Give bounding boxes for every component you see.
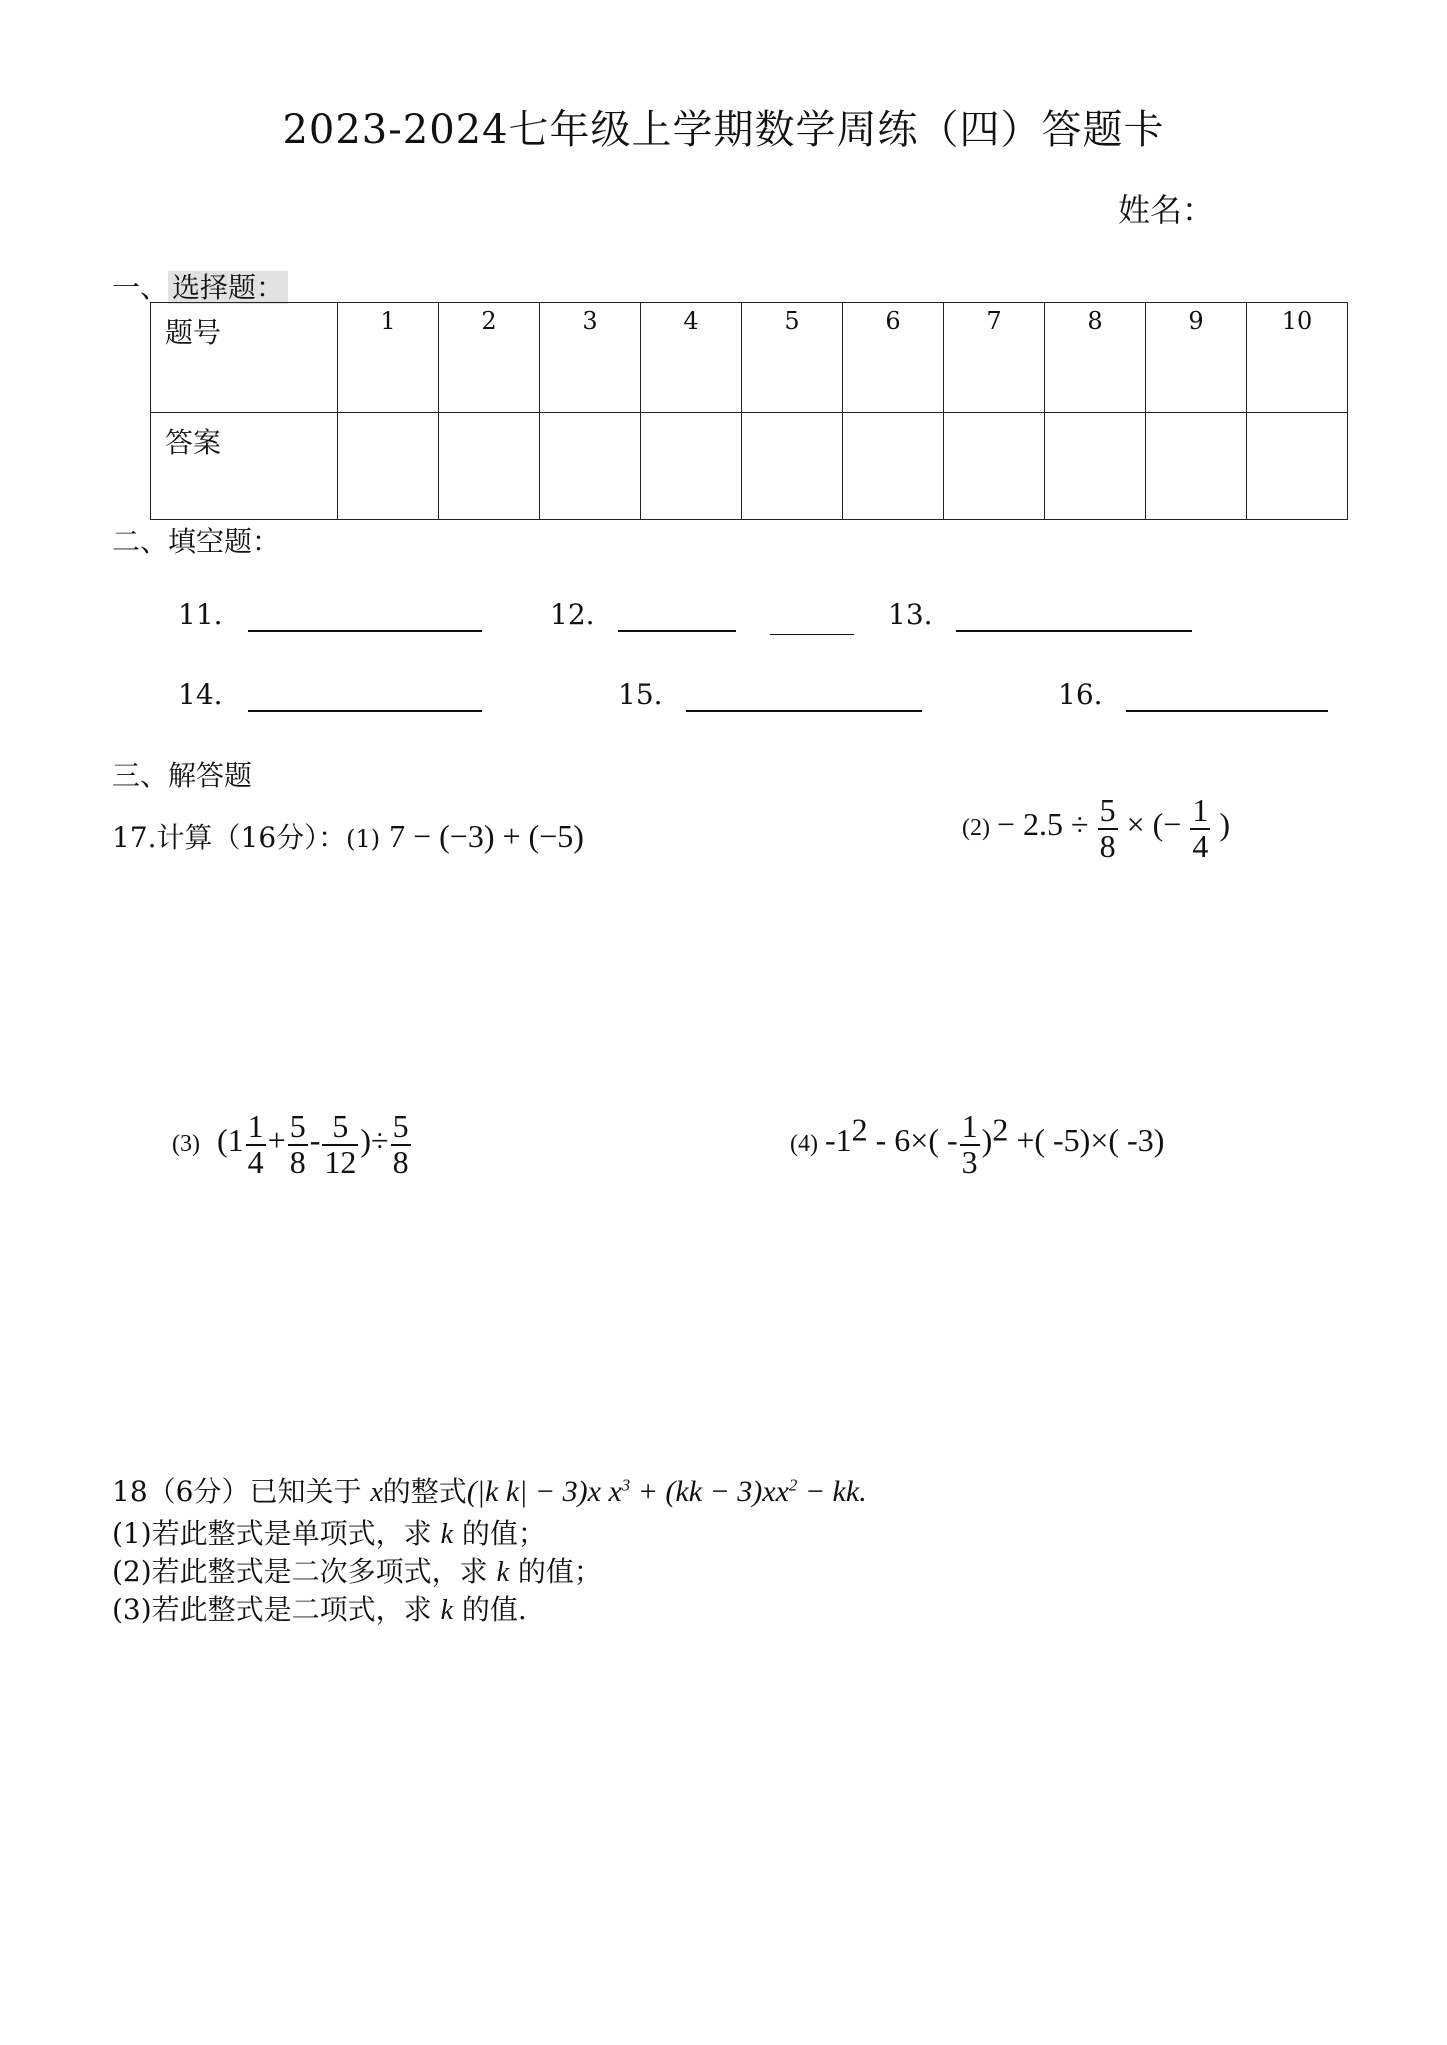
exponent: 2: [851, 1111, 868, 1148]
fraction: [246, 1110, 266, 1179]
fraction: [960, 1110, 980, 1179]
answer-cell[interactable]: [641, 413, 742, 520]
section-fill-blank: 二、填空题：: [112, 525, 281, 558]
q17-part1: [112, 816, 584, 856]
table-row-numbers: [151, 303, 1348, 413]
q17-intro: 17.计算（16分）：: [112, 821, 347, 854]
exponent: 3: [621, 1475, 631, 1495]
answer-line-12b[interactable]: [770, 634, 854, 635]
blank-label-14: 14.: [178, 678, 223, 711]
section-choice: [112, 266, 288, 306]
q18-expression-3: − kk.: [797, 1475, 867, 1508]
q18-var-x: x: [370, 1477, 383, 1508]
q18-sub1: [112, 1512, 546, 1552]
table-number-cell: 9: [1146, 303, 1247, 413]
numerator: 5: [322, 1110, 358, 1146]
answer-cell[interactable]: [742, 413, 843, 520]
q17-p4-pre: -1: [824, 1122, 852, 1159]
q18-sub2: [112, 1550, 602, 1590]
numerator: 5: [289, 1108, 306, 1144]
q18-intro: 18（6分）已知关于: [112, 1475, 362, 1508]
q17-p3-open: (1: [216, 1122, 244, 1159]
table-number-cell: 5: [742, 303, 843, 413]
table-header-answer: 答案: [151, 413, 338, 520]
answer-cell[interactable]: [1146, 413, 1247, 520]
q18-sub3: [112, 1588, 527, 1628]
denominator: 8: [392, 1143, 409, 1180]
section-choice-prefix: 一、: [112, 271, 169, 304]
answer-line-11[interactable]: [248, 630, 482, 632]
table-number-cell: 4: [641, 303, 742, 413]
q17-p4-close: ): [981, 1122, 993, 1159]
q17-p3-label: (3): [172, 1131, 200, 1158]
table-number-cell: 7: [944, 303, 1045, 413]
q17-p3-close: )÷: [360, 1122, 389, 1159]
table-number-cell: 3: [540, 303, 641, 413]
q17-p2-pre: − 2.5 ÷: [996, 806, 1089, 843]
table-number-cell: 8: [1045, 303, 1146, 413]
answer-cell[interactable]: [540, 413, 641, 520]
page-title: 2023-2024七年级上学期数学周练（四）答题卡: [282, 107, 1165, 153]
q18-sub3-end: 的值.: [461, 1593, 527, 1626]
blank-label-13: 13.: [888, 598, 933, 631]
name-label: 姓名：: [1118, 191, 1215, 229]
blank-label-15: 15.: [618, 678, 663, 711]
answer-cell[interactable]: [439, 413, 540, 520]
denominator: 12: [324, 1143, 357, 1180]
fraction: [391, 1110, 411, 1179]
q17-part3: [172, 1110, 413, 1179]
answer-cell[interactable]: [1247, 413, 1348, 520]
answer-line-14[interactable]: [248, 710, 482, 712]
table-number-cell: 2: [439, 303, 540, 413]
blank-label-16: 16.: [1058, 678, 1103, 711]
table-number-cell: 6: [843, 303, 944, 413]
denominator: 4: [247, 1143, 264, 1180]
answer-cell[interactable]: [338, 413, 439, 520]
table-row-answers: [151, 413, 1348, 520]
answer-cell[interactable]: [944, 413, 1045, 520]
blank-label-12: 12.: [550, 598, 595, 631]
q17-p1-label: (1): [346, 825, 381, 853]
q17-part4: [790, 1110, 1164, 1179]
answer-table: [150, 302, 1348, 520]
section-solve: 三、解答题: [112, 759, 253, 792]
table-number-cell: 1: [338, 303, 439, 413]
denominator: 8: [1099, 827, 1116, 864]
fraction: [322, 1110, 358, 1179]
answer-line-16[interactable]: [1126, 710, 1328, 712]
section-choice-label: 选择题：: [168, 271, 288, 304]
q17-p3-minus: -: [309, 1122, 321, 1159]
answer-line-15[interactable]: [686, 710, 922, 712]
numerator: 1: [247, 1108, 264, 1144]
q18-sub3-text: (3)若此整式是二项式，求: [112, 1593, 432, 1626]
q18-var-k: k: [440, 1519, 454, 1550]
answer-cell[interactable]: [843, 413, 944, 520]
q17-p2-post: ): [1219, 806, 1230, 843]
q17-p3-plus: +: [267, 1122, 286, 1159]
q18-var-k: k: [440, 1595, 454, 1626]
q18-sub2-text: (2)若此整式是二次多项式，求: [112, 1555, 488, 1588]
exponent: 2: [788, 1475, 798, 1495]
answer-cell[interactable]: [1045, 413, 1146, 520]
q17-p2-label: (2): [962, 815, 990, 842]
q18-sub1-end: 的值；: [461, 1517, 546, 1550]
q18-stem: [112, 1470, 867, 1510]
q17-p4-post: +( -5)×( -3): [1008, 1122, 1165, 1159]
q17-p1-expression: 7 − (−3) + (−5): [389, 818, 584, 854]
q18-var-k: k: [496, 1557, 510, 1588]
numerator: 1: [961, 1108, 978, 1144]
q18-mid: 的整式: [382, 1475, 467, 1508]
fraction: [1190, 794, 1210, 863]
table-number-cell: 10: [1247, 303, 1348, 413]
q17-part2: [962, 794, 1230, 863]
answer-line-12a[interactable]: [618, 630, 736, 632]
denominator: 8: [289, 1143, 306, 1180]
answer-line-13[interactable]: [956, 630, 1192, 632]
blank-label-11: 11.: [178, 598, 223, 631]
denominator: 4: [1192, 827, 1209, 864]
fraction: [288, 1110, 308, 1179]
exponent: 2: [992, 1111, 1009, 1148]
q17-p4-mid: - 6×( -: [867, 1122, 958, 1159]
denominator: 3: [961, 1143, 978, 1180]
q18-sub1-text: (1)若此整式是单项式，求: [112, 1517, 432, 1550]
numerator: 5: [392, 1108, 409, 1144]
q18-expression-2: + (kk − 3)xx: [630, 1475, 789, 1508]
numerator: 5: [1099, 792, 1116, 828]
q18-expression: (|k k| − 3)x x: [466, 1475, 622, 1508]
q18-sub2-end: 的值；: [517, 1555, 602, 1588]
q17-p2-mid: × (−: [1126, 806, 1182, 843]
numerator: 1: [1192, 792, 1209, 828]
fraction: [1098, 794, 1118, 863]
q17-p4-label: (4): [790, 1131, 818, 1158]
table-header-number: 题号: [151, 303, 338, 413]
